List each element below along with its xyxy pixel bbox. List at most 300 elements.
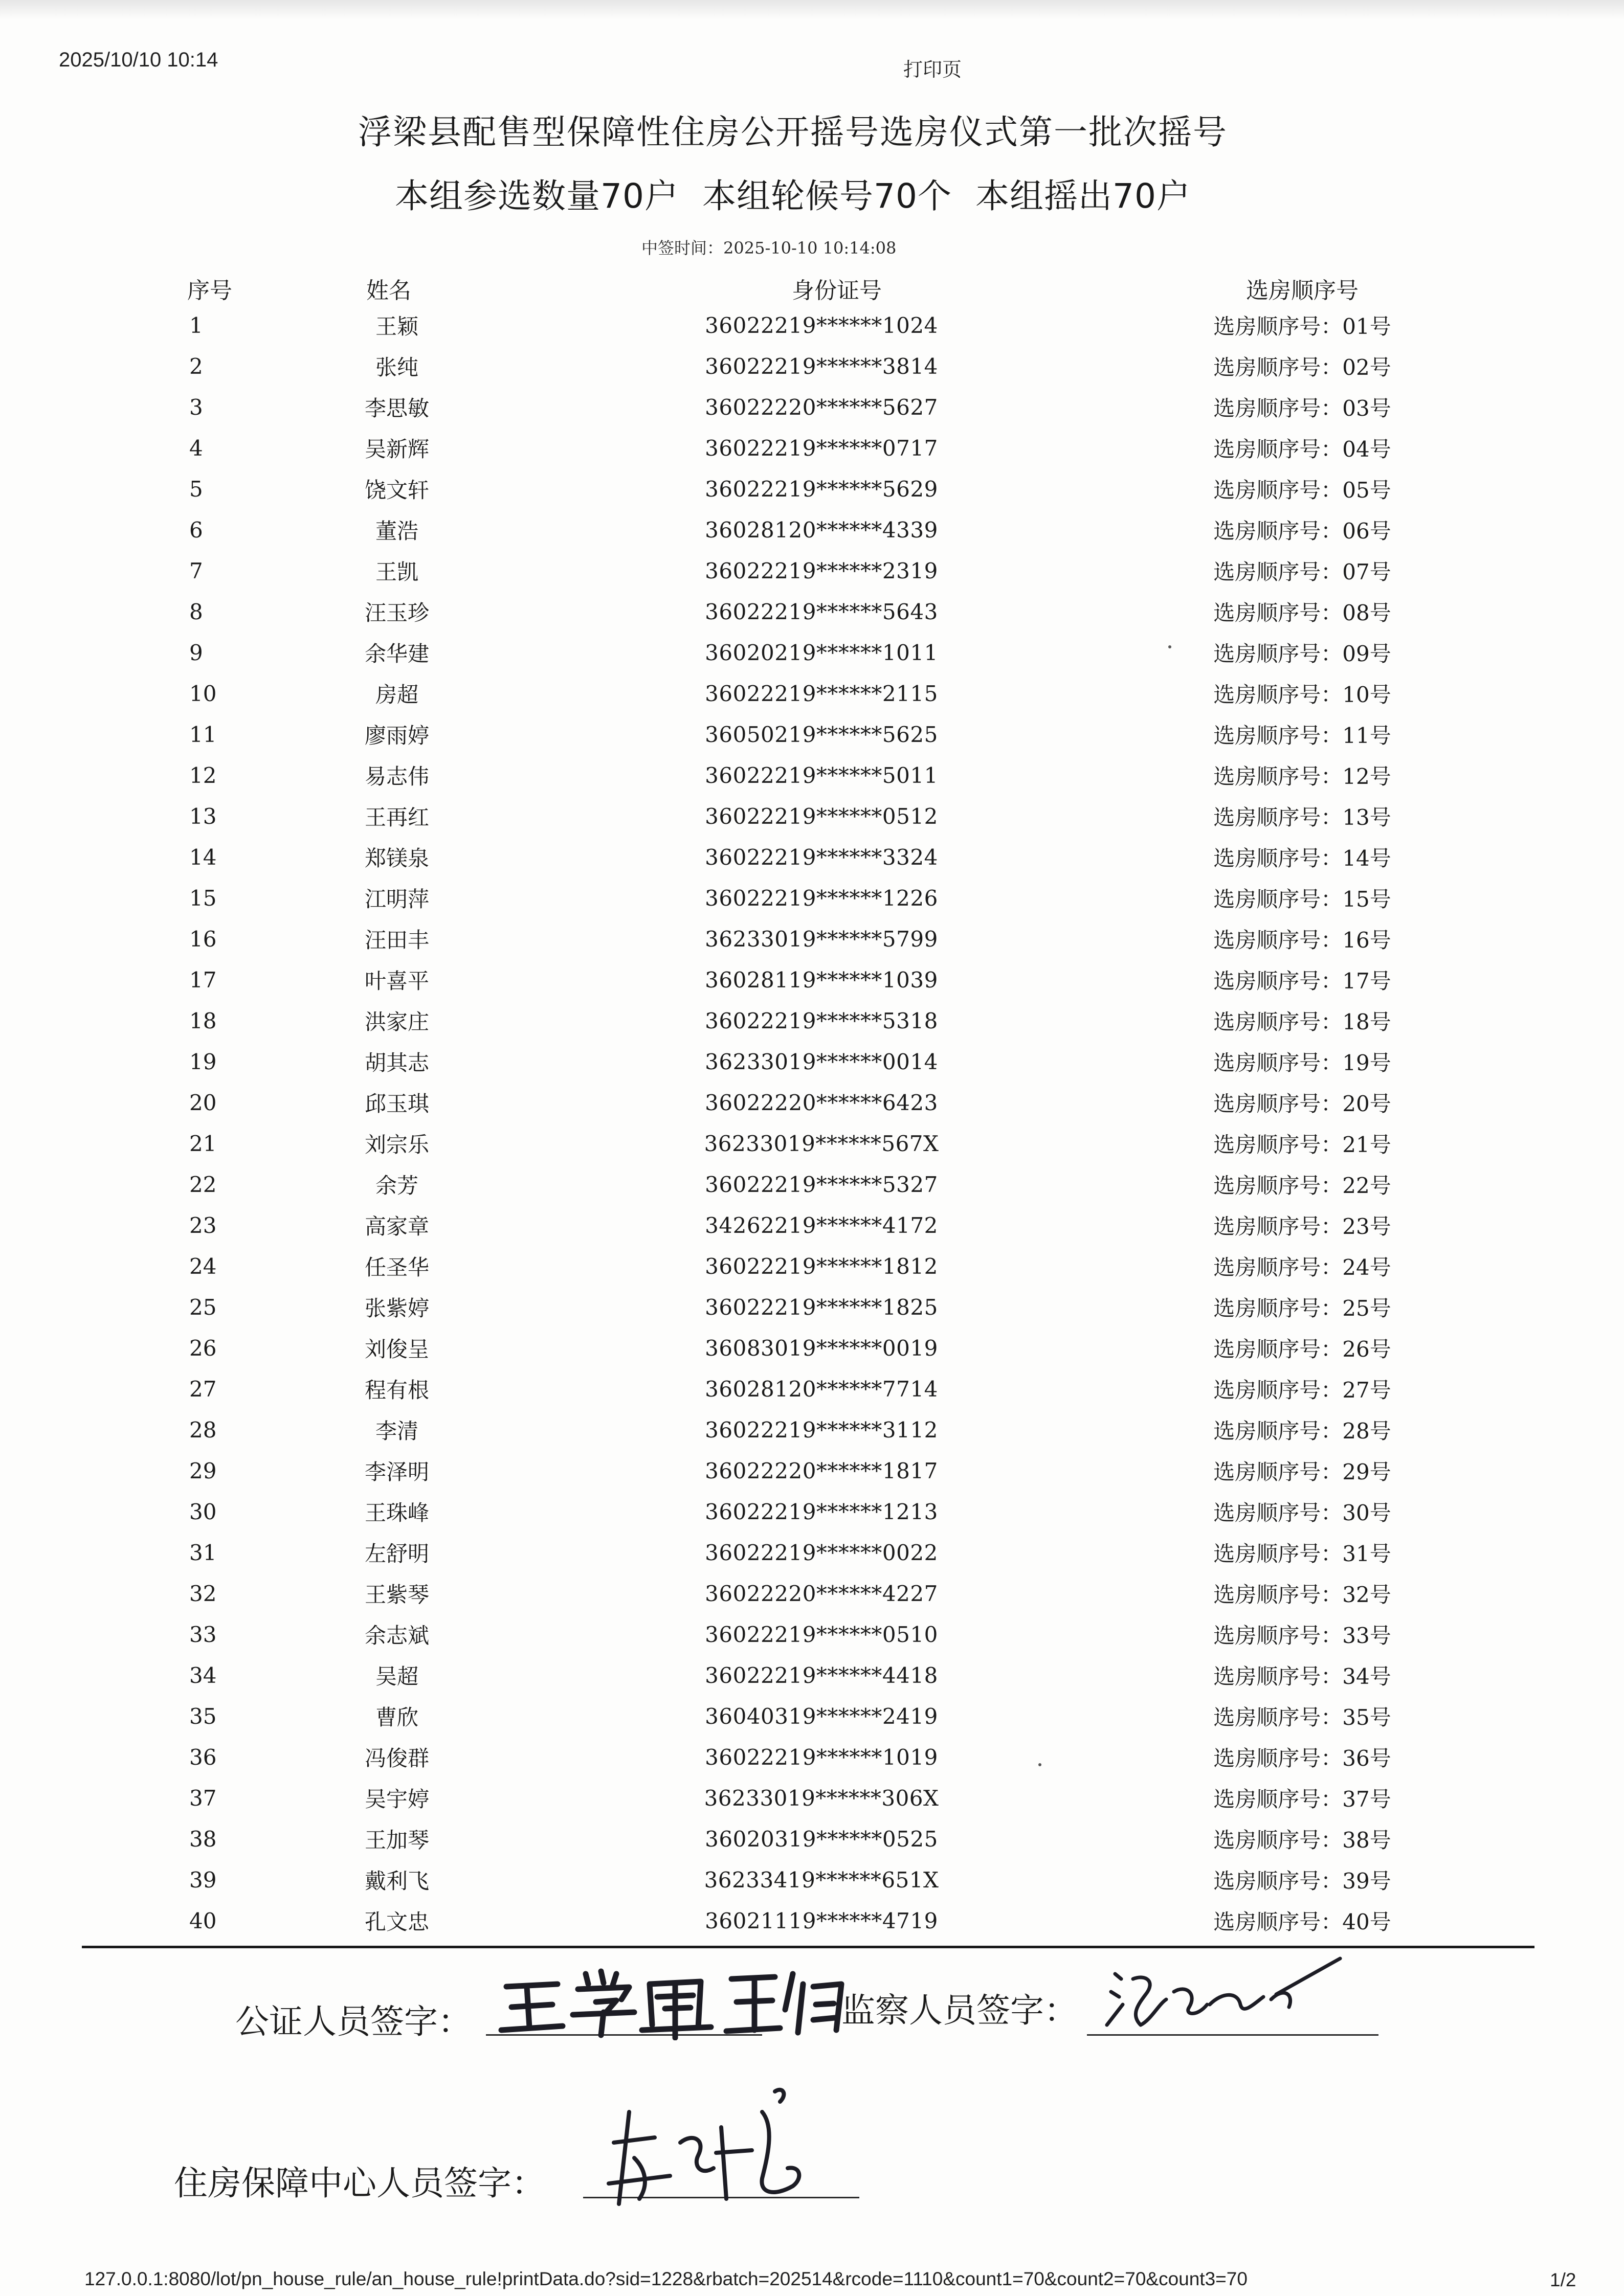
id-number: 36083019******0019	[705, 1335, 938, 1361]
applicant-name: 叶喜平	[364, 969, 429, 994]
applicant-name-cell	[320, 1123, 581, 1164]
selection-order: 选房顺序号：32号	[1213, 1582, 1391, 1607]
applicant-name-cell	[320, 959, 581, 1000]
selection-order: 选房顺序号：15号	[1213, 887, 1391, 912]
table-row	[153, 1491, 1512, 1532]
id-number-cell	[581, 1409, 1093, 1450]
applicant-name: 李思敏	[364, 396, 429, 421]
row-number: 24	[189, 1253, 217, 1279]
applicant-name-cell	[320, 1041, 581, 1082]
selection-order: 选房顺序号：25号	[1213, 1296, 1391, 1321]
print-timestamp: 2025/10/10 10:14	[59, 49, 218, 71]
id-number-cell	[581, 1614, 1093, 1655]
id-number-cell	[581, 1246, 1093, 1287]
applicant-name: 王颖	[375, 314, 418, 339]
id-number-cell	[581, 837, 1093, 877]
id-number: 36022219******3112	[705, 1417, 938, 1443]
table-row	[153, 1368, 1512, 1409]
selection-order: 选房顺序号：31号	[1213, 1541, 1391, 1566]
applicant-name: 刘俊呈	[364, 1337, 429, 1362]
row-number: 4	[189, 435, 203, 461]
table-row	[153, 1164, 1512, 1205]
applicant-name-cell	[320, 1818, 581, 1859]
column-header-no: 序号	[187, 278, 232, 304]
applicant-name: 房超	[375, 682, 418, 707]
selection-order: 选房顺序号：19号	[1213, 1050, 1391, 1075]
table-row	[153, 877, 1512, 918]
applicant-name: 张紫婷	[364, 1296, 429, 1321]
table-row	[153, 837, 1512, 877]
draw-time: 中签时间：2025-10-10 10:14:08	[641, 238, 897, 258]
applicant-name-cell	[320, 632, 581, 673]
table-row	[153, 1246, 1512, 1287]
notary-signature-label: 公证人员签字：	[235, 2002, 472, 2041]
document-subtitle	[0, 169, 1586, 217]
id-number: 36022219******0510	[705, 1622, 938, 1647]
id-number: 36022219******1825	[705, 1294, 938, 1320]
applicant-name: 孔文忠	[364, 1909, 429, 1934]
applicant-name-cell	[320, 1409, 581, 1450]
table-row	[153, 1327, 1512, 1368]
id-number-cell	[581, 550, 1093, 591]
table-row	[153, 1450, 1512, 1491]
applicant-name: 冯俊群	[364, 1746, 429, 1771]
id-number-cell	[581, 1777, 1093, 1818]
lottery-result-table	[153, 272, 1512, 1941]
selection-order: 选房顺序号：37号	[1213, 1787, 1391, 1812]
row-number: 8	[189, 599, 203, 624]
selection-order: 选房顺序号：21号	[1213, 1132, 1391, 1157]
supervisor-signature-label: 监察人员签字：	[841, 1991, 1078, 2030]
row-number: 39	[189, 1867, 217, 1893]
table-row	[153, 1655, 1512, 1696]
applicant-name-cell	[320, 1532, 581, 1573]
id-number: 36040319******2419	[705, 1703, 938, 1729]
selection-order: 选房顺序号：11号	[1213, 723, 1391, 748]
row-number: 25	[189, 1294, 217, 1320]
table-body	[153, 305, 1512, 1941]
table-row	[153, 1409, 1512, 1450]
applicant-name-cell	[320, 877, 581, 918]
id-number: 36022220******5627	[705, 394, 938, 420]
id-number-cell	[581, 959, 1093, 1000]
row-number: 29	[189, 1458, 217, 1483]
applicant-name: 王珠峰	[364, 1500, 429, 1525]
applicant-name-cell	[320, 509, 581, 550]
row-number: 17	[189, 967, 217, 993]
column-header-name: 姓名	[366, 278, 411, 304]
row-number: 30	[189, 1499, 217, 1524]
id-number: 36022219******1812	[705, 1253, 938, 1279]
applicant-name: 任圣华	[364, 1255, 429, 1280]
applicant-name: 吴宇婷	[364, 1787, 429, 1812]
applicant-name-cell	[320, 1655, 581, 1696]
applicant-name: 吴超	[375, 1664, 418, 1689]
id-number: 36022219******0717	[705, 435, 938, 461]
selection-order: 选房顺序号：05号	[1213, 478, 1391, 503]
selection-order: 选房顺序号：40号	[1213, 1909, 1391, 1934]
id-number-cell	[581, 427, 1093, 468]
selection-order: 选房顺序号：30号	[1213, 1500, 1391, 1525]
applicant-name: 邱玉琪	[364, 1091, 429, 1116]
id-number: 36028120******7714	[705, 1376, 938, 1402]
supervisor-handwritten-signature	[1100, 1943, 1345, 2051]
selection-order: 选房顺序号：38号	[1213, 1828, 1391, 1853]
row-number: 11	[189, 722, 217, 747]
id-number-cell	[581, 1532, 1093, 1573]
housing-center-signature-strokes	[598, 2081, 824, 2214]
notary-handwritten-signature	[496, 1964, 849, 2040]
row-number: 15	[189, 885, 217, 911]
housing-center-handwritten-signature	[598, 2081, 824, 2214]
id-number-cell	[581, 1900, 1093, 1941]
table-row	[153, 1859, 1512, 1900]
id-number-cell	[581, 673, 1093, 714]
applicant-name: 余志斌	[364, 1623, 429, 1648]
applicant-name: 李泽明	[364, 1459, 429, 1484]
applicant-name: 江明萍	[364, 887, 429, 912]
id-number: 36022220******6423	[705, 1090, 938, 1115]
selection-order: 选房顺序号：04号	[1213, 437, 1391, 462]
table-row	[153, 591, 1512, 632]
table-row	[153, 1696, 1512, 1737]
selection-order: 选房顺序号：39号	[1213, 1869, 1391, 1894]
selection-order: 选房顺序号：18号	[1213, 1009, 1391, 1034]
applicant-name-cell	[320, 1737, 581, 1777]
id-number: 36022220******1817	[705, 1458, 938, 1483]
id-number: 36233419******651X	[704, 1867, 939, 1893]
applicant-name-cell	[320, 1164, 581, 1205]
applicant-name: 胡其志	[364, 1050, 429, 1075]
id-number: 36020319******0525	[705, 1826, 938, 1852]
selection-order: 选房顺序号：33号	[1213, 1623, 1391, 1648]
row-number: 3	[189, 394, 203, 420]
applicant-name-cell	[320, 673, 581, 714]
row-number: 26	[189, 1335, 217, 1361]
scan-edge-shadow	[0, 0, 1624, 19]
selection-order: 选房顺序号：36号	[1213, 1746, 1391, 1771]
id-number-cell	[581, 509, 1093, 550]
applicant-name: 余芳	[375, 1173, 418, 1198]
id-number-cell	[581, 1573, 1093, 1614]
row-number: 27	[189, 1376, 217, 1402]
applicant-name: 王加琴	[364, 1828, 429, 1853]
applicant-name-cell	[320, 305, 581, 346]
selection-order: 选房顺序号：14号	[1213, 846, 1391, 871]
applicant-name-cell	[320, 387, 581, 427]
applicant-name-cell	[320, 346, 581, 387]
id-number-cell	[581, 346, 1093, 387]
applicant-name-cell	[320, 550, 581, 591]
id-number-cell	[581, 632, 1093, 673]
applicant-name: 戴利飞	[364, 1869, 429, 1894]
id-number: 36050219******5625	[705, 722, 938, 747]
supervisor-signature-strokes	[1100, 1943, 1345, 2051]
id-number-cell	[581, 1205, 1093, 1246]
table-row	[153, 714, 1512, 755]
table-row	[153, 387, 1512, 427]
applicant-name: 王再红	[364, 805, 429, 830]
footer-page-number: 1/2	[1550, 2269, 1576, 2290]
id-number: 36022219******5327	[705, 1172, 938, 1197]
row-number: 6	[189, 517, 203, 543]
id-number-cell	[581, 1818, 1093, 1859]
table-row	[153, 1287, 1512, 1327]
id-number: 36022219******5643	[705, 599, 938, 624]
id-number-cell	[581, 1041, 1093, 1082]
applicant-name: 刘宗乐	[364, 1132, 429, 1157]
id-number: 36022219******3814	[705, 353, 938, 379]
id-number: 36022219******4418	[705, 1662, 938, 1688]
table-row	[153, 1614, 1512, 1655]
housing-center-signature-label: 住房保障中心人员签字：	[174, 2164, 545, 2203]
applicant-name: 汪玉珍	[364, 600, 429, 625]
applicant-name-cell	[320, 1777, 581, 1818]
table-row	[153, 673, 1512, 714]
applicant-name: 易志伟	[364, 764, 429, 789]
id-number: 36028119******1039	[705, 967, 938, 993]
id-number-cell	[581, 387, 1093, 427]
row-number: 28	[189, 1417, 217, 1443]
applicant-name-cell	[320, 1573, 581, 1614]
row-number: 5	[189, 476, 203, 502]
row-number: 13	[189, 803, 217, 829]
id-number-cell	[581, 796, 1093, 837]
id-number-cell	[581, 1696, 1093, 1737]
queue-count: 本组轮候号70个	[702, 176, 952, 216]
table-row	[153, 1737, 1512, 1777]
id-number: 36022219******5011	[705, 762, 938, 788]
selection-order: 选房顺序号：03号	[1213, 396, 1391, 421]
table-row	[153, 755, 1512, 796]
table-row	[153, 959, 1512, 1000]
id-number: 36022219******5629	[705, 476, 938, 502]
drawn-count: 本组摇出70户	[975, 176, 1191, 216]
scan-speck	[1168, 645, 1171, 648]
row-number: 23	[189, 1212, 217, 1238]
id-number-cell	[581, 1655, 1093, 1696]
table-row	[153, 468, 1512, 509]
id-number: 36022219******1226	[705, 885, 938, 911]
id-number: 36022219******1213	[705, 1499, 938, 1524]
row-number: 10	[189, 681, 217, 706]
selection-order: 选房顺序号：17号	[1213, 969, 1391, 994]
selection-order: 选房顺序号：16号	[1213, 928, 1391, 953]
row-number: 20	[189, 1090, 217, 1115]
row-number: 36	[189, 1744, 217, 1770]
selection-order: 选房顺序号：24号	[1213, 1255, 1391, 1280]
id-number: 36022219******0022	[705, 1540, 938, 1565]
column-header-id: 身份证号	[792, 278, 882, 304]
table-row	[153, 1082, 1512, 1123]
row-number: 2	[189, 353, 203, 379]
id-number-cell	[581, 1123, 1093, 1164]
selection-order: 选房顺序号：12号	[1213, 764, 1391, 789]
applicant-name: 程有根	[364, 1378, 429, 1403]
id-number-cell	[581, 877, 1093, 918]
row-number: 40	[189, 1908, 217, 1933]
id-number: 36022220******4227	[705, 1581, 938, 1606]
footer-url: 127.0.0.1:8080/lot/pn_house_rule/an_house_rule!printData.do?sid=1228&rbatch=202514&rcode=1110&count1=70&count2=70&count3=70	[84, 2268, 1248, 2289]
table-row	[153, 1532, 1512, 1573]
selection-order: 选房顺序号：13号	[1213, 805, 1391, 830]
row-number: 32	[189, 1581, 217, 1606]
selection-order: 选房顺序号：08号	[1213, 600, 1391, 625]
row-number: 37	[189, 1785, 217, 1811]
id-number: 36021119******4719	[705, 1908, 938, 1933]
applicant-name-cell	[320, 1491, 581, 1532]
applicant-name-cell	[320, 1450, 581, 1491]
applicant-name: 左舒明	[364, 1541, 429, 1566]
id-number-cell	[581, 1000, 1093, 1041]
selection-order: 选房顺序号：34号	[1213, 1664, 1391, 1689]
table-row	[153, 346, 1512, 387]
row-number: 14	[189, 844, 217, 870]
table-row	[153, 1000, 1512, 1041]
table-row	[153, 632, 1512, 673]
row-number: 31	[189, 1540, 217, 1565]
row-number: 18	[189, 1008, 217, 1033]
selection-order: 选房顺序号：35号	[1213, 1705, 1391, 1730]
applicant-name-cell	[320, 714, 581, 755]
applicant-name: 董浩	[375, 519, 418, 544]
id-number: 36233019******5799	[705, 926, 938, 952]
row-number: 35	[189, 1703, 217, 1729]
table-row	[153, 796, 1512, 837]
id-number: 34262219******4172	[705, 1212, 938, 1238]
id-number-cell	[581, 1164, 1093, 1205]
applicant-name-cell	[320, 1246, 581, 1287]
id-number: 36022219******1019	[705, 1744, 938, 1770]
applicant-name-cell	[320, 755, 581, 796]
selection-order: 选房顺序号：06号	[1213, 519, 1391, 544]
applicant-name-cell	[320, 1287, 581, 1327]
table-row	[153, 1777, 1512, 1818]
applicant-name-cell	[320, 1082, 581, 1123]
row-number: 16	[189, 926, 217, 952]
table-row	[153, 550, 1512, 591]
applicant-name-cell	[320, 468, 581, 509]
selection-order: 选房顺序号：20号	[1213, 1091, 1391, 1116]
row-number: 1	[189, 312, 203, 338]
applicant-name: 曹欣	[375, 1705, 418, 1730]
selection-order: 选房顺序号：02号	[1213, 355, 1391, 380]
selection-order: 选房顺序号：22号	[1213, 1173, 1391, 1198]
id-number: 36022219******5318	[705, 1008, 938, 1033]
id-number-cell	[581, 1082, 1093, 1123]
applicant-name-cell	[320, 1368, 581, 1409]
applicant-name-cell	[320, 918, 581, 959]
scan-speck	[1038, 1763, 1041, 1766]
row-number: 21	[189, 1131, 217, 1156]
applicant-name-cell	[320, 796, 581, 837]
id-number-cell	[581, 1327, 1093, 1368]
id-number: 36233019******306X	[704, 1785, 939, 1811]
id-number: 36022219******0512	[705, 803, 938, 829]
table-row	[153, 1573, 1512, 1614]
id-number-cell	[581, 305, 1093, 346]
applicant-name: 王凯	[375, 559, 418, 584]
document-title: 浮梁县配售型保障性住房公开摇号选房仪式第一批次摇号	[358, 112, 1228, 152]
id-number: 36022219******2115	[705, 681, 938, 706]
row-number: 7	[189, 558, 203, 583]
applicant-name-cell	[320, 1696, 581, 1737]
applicant-name: 汪田丰	[364, 928, 429, 953]
id-number-cell	[581, 468, 1093, 509]
applicant-name: 张纯	[375, 355, 418, 380]
selection-order: 选房顺序号：27号	[1213, 1378, 1391, 1403]
applicant-name-cell	[320, 1900, 581, 1941]
id-number-cell	[581, 918, 1093, 959]
applicant-name-cell	[320, 1000, 581, 1041]
id-number-cell	[581, 1737, 1093, 1777]
notary-signature-strokes	[496, 1964, 849, 2040]
selection-order: 选房顺序号：09号	[1213, 641, 1391, 666]
applicant-name-cell	[320, 1859, 581, 1900]
applicant-name-cell	[320, 1205, 581, 1246]
applicant-name: 郑镁泉	[364, 846, 429, 871]
table-row	[153, 1205, 1512, 1246]
id-number-cell	[581, 1450, 1093, 1491]
table-row	[153, 1818, 1512, 1859]
table-row	[153, 918, 1512, 959]
participants-count: 本组参选数量70户	[395, 176, 679, 216]
applicant-name: 廖雨婷	[364, 723, 429, 748]
id-number-cell	[581, 714, 1093, 755]
id-number-cell	[581, 755, 1093, 796]
selection-order: 选房顺序号：28号	[1213, 1419, 1391, 1444]
applicant-name-cell	[320, 1614, 581, 1655]
row-number: 19	[189, 1049, 217, 1074]
id-number-cell	[581, 1859, 1093, 1900]
row-number: 33	[189, 1622, 217, 1647]
id-number: 36022219******2319	[705, 558, 938, 583]
selection-order: 选房顺序号：10号	[1213, 682, 1391, 707]
table-header-row	[153, 272, 1512, 305]
table-row	[153, 1123, 1512, 1164]
selection-order: 选房顺序号：01号	[1213, 314, 1391, 339]
applicant-name-cell	[320, 1327, 581, 1368]
selection-order: 选房顺序号：23号	[1213, 1214, 1391, 1239]
applicant-name: 余华建	[364, 641, 429, 666]
table-row	[153, 427, 1512, 468]
id-number: 36022219******1024	[705, 312, 938, 338]
applicant-name-cell	[320, 837, 581, 877]
applicant-name-cell	[320, 591, 581, 632]
applicant-name: 洪家庄	[364, 1009, 429, 1034]
applicant-name: 高家章	[364, 1214, 429, 1239]
row-number: 38	[189, 1826, 217, 1852]
table-row	[153, 1041, 1512, 1082]
id-number-cell	[581, 1491, 1093, 1532]
column-header-order: 选房顺序号	[1246, 278, 1359, 304]
id-number: 36233019******567X	[704, 1131, 939, 1156]
table-row	[153, 509, 1512, 550]
selection-order: 选房顺序号：29号	[1213, 1459, 1391, 1484]
row-number: 12	[189, 762, 217, 788]
table-row	[153, 305, 1512, 346]
id-number-cell	[581, 1287, 1093, 1327]
selection-order: 选房顺序号：07号	[1213, 559, 1391, 584]
row-number: 22	[189, 1172, 217, 1197]
row-number: 34	[189, 1662, 217, 1688]
applicant-name: 王紫琴	[364, 1582, 429, 1607]
id-number: 36028120******4339	[705, 517, 938, 543]
table-row	[153, 1900, 1512, 1941]
print-page-label: 打印页	[903, 58, 962, 81]
id-number-cell	[581, 1368, 1093, 1409]
id-number-cell	[581, 591, 1093, 632]
